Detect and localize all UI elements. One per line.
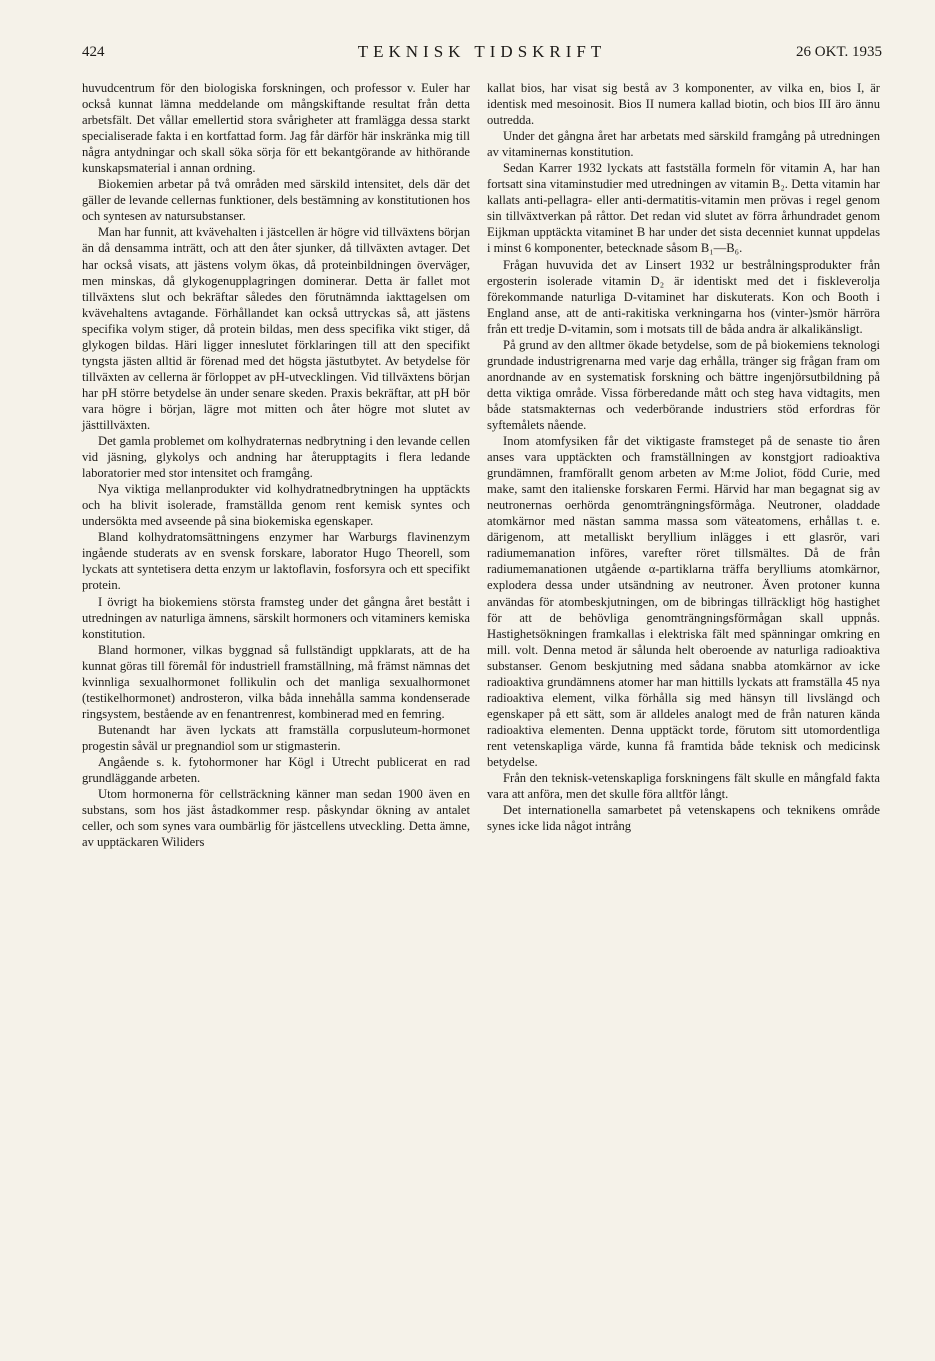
paragraph: Nya viktiga mellanprodukter vid kolhydratnedbrytningen ha upptäckts och ha blivit isolerade, framställda genom rent kemisk syntes och undersökta med avseende på sina biokemiska egenskaper. [82, 482, 470, 529]
paragraph: I övrigt ha biokemiens största framsteg under det gångna året bestått i utredningen av naturliga ämnens, särskilt hormoners och vitaminers kemiska konstitution. [82, 594, 470, 641]
paragraph: huvudcentrum för den biologiska forskningen, och professor v. Euler har också kunnat lämna meddelande om mångskiftande resultat från detta arbetsfält. Det vållar emellertid stora svårigheter att framlägga dessa starkt specialiserade fakta i en kortfattad form. Jag får därför här inskränka mig till några antydningar och skall söka sörja för ett bekantgörande av hithörande kunskapsmaterial i annan ordning. [82, 81, 470, 176]
paragraph: Angående s. k. fytohormoner har Kögl i Utrecht publicerat en rad grundläggande arbeten. [82, 754, 470, 786]
paragraph: Biokemien arbetar på två områden med särskild intensitet, dels där det gäller de levande cellernas funktioner, dels bestämning av konstitutionen hos och syntesen av natursubstanser. [82, 177, 470, 224]
paragraph: Man har funnit, att kvävehalten i jästcellen är högre vid tillväxtens början än då densamma inträtt, och att den åter sjunker, då tillväxten avtager. Det har också visats, att jästens volym ökas, då proteinbildningen överväger, men minskas, då glykogenupplagringen dominerar. Detta är fallet mot tillväxtens slut och bekräftar således den förutnämnda iakttagelsen om kvävehaltens avtagande. Förhållandet kan också uttryckas så, att jästens specifika volym stiger, då protein bildas, men dess specifika vikt stiger, då glykogen bildas. Häri ligger inneslutet förklaringen till att den specifikt tyngsta jästen alltid är förenad med det högsta jästutbytet. Av betydelse för tillväxten av cellerna är förloppet av pH-utvecklingen. Vid tillväxtens början har pH större betydelse än under senare skeden. Praxis bekräftar, att pH bör vara högre i början, lägre mot mitten och åter högre mot slutet av jästtillväxten. [82, 225, 470, 432]
paragraph: Under det gångna året har arbetats med särskild framgång på utredningen av vitaminernas konstitution. [487, 129, 880, 160]
paragraph: Frågan huvuvida det av Linsert 1932 ur bestrålningsprodukter från ergosterin isolerade vitamin D₂ är identiskt med det i fiskleverolja förekommande naturliga D-vitaminet har diskuterats. Kon och Booth i England anse, att de anti-rakitiska verkningarna hos (vinter-)smör härröra från ett tredje D-vitamin, som i motsats till de båda andra är alkalikänsligt. [487, 257, 880, 336]
page-number: 424 [82, 44, 105, 60]
paragraph: Från den teknisk-vetenskapliga forskningens fält skulle en mångfald fakta vara att anföra, men det skulle föra alltför långt. [487, 771, 880, 802]
paragraph: Det gamla problemet om kolhydraternas nedbrytning i den levande cellen vid jäsning, glykolys och andning har återupptagits i flera ledande laboratorier med stor intensitet och framgång. [82, 434, 470, 481]
journal-title: TEKNISK TIDSKRIFT [357, 42, 607, 61]
paragraph: Inom atomfysiken får det viktigaste framsteget på de senaste tio åren anses vara upptäckten och framställningen av konstgjort radioaktiva grundämnen, framförallt genom arbeten av M:me Joliot, född Curie, med make, samt den italienske forskaren Fermi. Härvid har man begagnat sig av neutronernas oerhörda genomträngningsförmåga. Neutroner, oladdade atomkärnor med nästan samma massa som väteatomens, erhållas t. e. därigenom, att metalliskt beryllium inlägges i ett glasrör, vari radiumemanation införes, varefter röret tillsmältes. Då de från radiumemanationen utgående α-partiklarna träffa berylliums atomkärnor, explodera dessa under utsändning av neutroner. Även protoner kunna användas för atombeskjutningen, om de bibringas tillräckligt hög hastighet för att de behövliga genomträngningsförmågan skall uppnås. Hastighetsökningen framkallas i elektriska fält med spänningar omkring en mill. volt. Denna metod är sålunda helt oberoende av naturliga radioaktiva substanser. Genom beskjutning med sådana snabba atomkärnor av icke radioaktiva grundämnens atomer har man hittills lyckats att framställa 45 nya radioaktiva element, vilka förhålla sig med hänsyn till livslängd och egenskaper på ett sätt, som är alldeles analogt med de från naturen kända radioaktiva elementen. Denna upptäckt torde, förutom sitt utomordentliga rent vetenskapliga värde, kunna få framtida både teknisk och medicinsk betydelse. [487, 434, 880, 769]
paragraph: Bland kolhydratomsättningens enzymer har Warburgs flavinenzym ingående studerats av en svensk forskare, laborator Hugo Theorell, som lyckats att syntetisera detta enzym ur laktoflavin, fosforsyra och ett specifikt protein. [82, 530, 470, 593]
paragraph: kallat bios, har visat sig bestå av 3 komponenter, av vilka en, bios I, är identisk med mesoinosit. Bios II numera kallad biotin, och bios III äro ännu outredda. [487, 81, 880, 128]
page-header [82, 40, 882, 70]
issue-date: 26 OKT. 1935 [796, 44, 882, 60]
paragraph: Bland hormoner, vilkas byggnad så fullständigt uppklarats, att de ha kunnat göras till föremål för industriell framställning, må främst nämnas det kvinnliga sexualhormonet follikulin och det manliga sexualhormonet (testikelhormonet) androsteron, vilka båda innehålla samma kondenserade ringsystem, bestående av en fenantrenrest, kombinerad med en femring. [82, 642, 470, 721]
paragraph: Utom hormonerna för cellsträckning känner man sedan 1900 även en substans, som hos jäst åstadkommer resp. påskyndar ökning av antalet celler, och som synes vara oumbärlig för jästcellens utveckling. Detta ämne, av upptäckaren Wiliders [82, 787, 470, 850]
paragraph: Sedan Karrer 1932 lyckats att fastställa formeln för vitamin A, har han fortsatt sina vitaminstudier med utredningen av vitamin B₂. Detta vitamin har kallats anti-pellagra- eller anti-dermatitis-vitamin men prövas i regel genom sin tillväxtverkan på råttor. Det redan vid slutet av förra århundradet genom Eijkman upptäckta vitaminet B har under det sista decenniet kunnat uppdelas i minst 6 komponenter, betecknade såsom B₁—B₆. [487, 161, 880, 256]
paragraph: Butenandt har även lyckats att framställa corpusluteum-hormonet progestin såväl ur pregnandiol som ur stigmasterin. [82, 722, 470, 753]
paragraph: På grund av den alltmer ökade betydelse, som de på biokemiens teknologi grundade industrigrenarna med varje dag erhålla, tränger sig frågan fram om anordnande av en systematisk forskning och bättre ingenjörsutbildning på detta viktiga område. Vissa förberedande mått och steg hava vidtagits, men både statsmakternas och vederbörande industriers stöd erfordras för syftemålets nående. [487, 337, 880, 432]
right-column [487, 80, 880, 834]
paragraph: Det internationella samarbetet på vetenskapens och teknikens område synes icke lida något intrång [487, 803, 880, 834]
left-column [82, 80, 470, 850]
